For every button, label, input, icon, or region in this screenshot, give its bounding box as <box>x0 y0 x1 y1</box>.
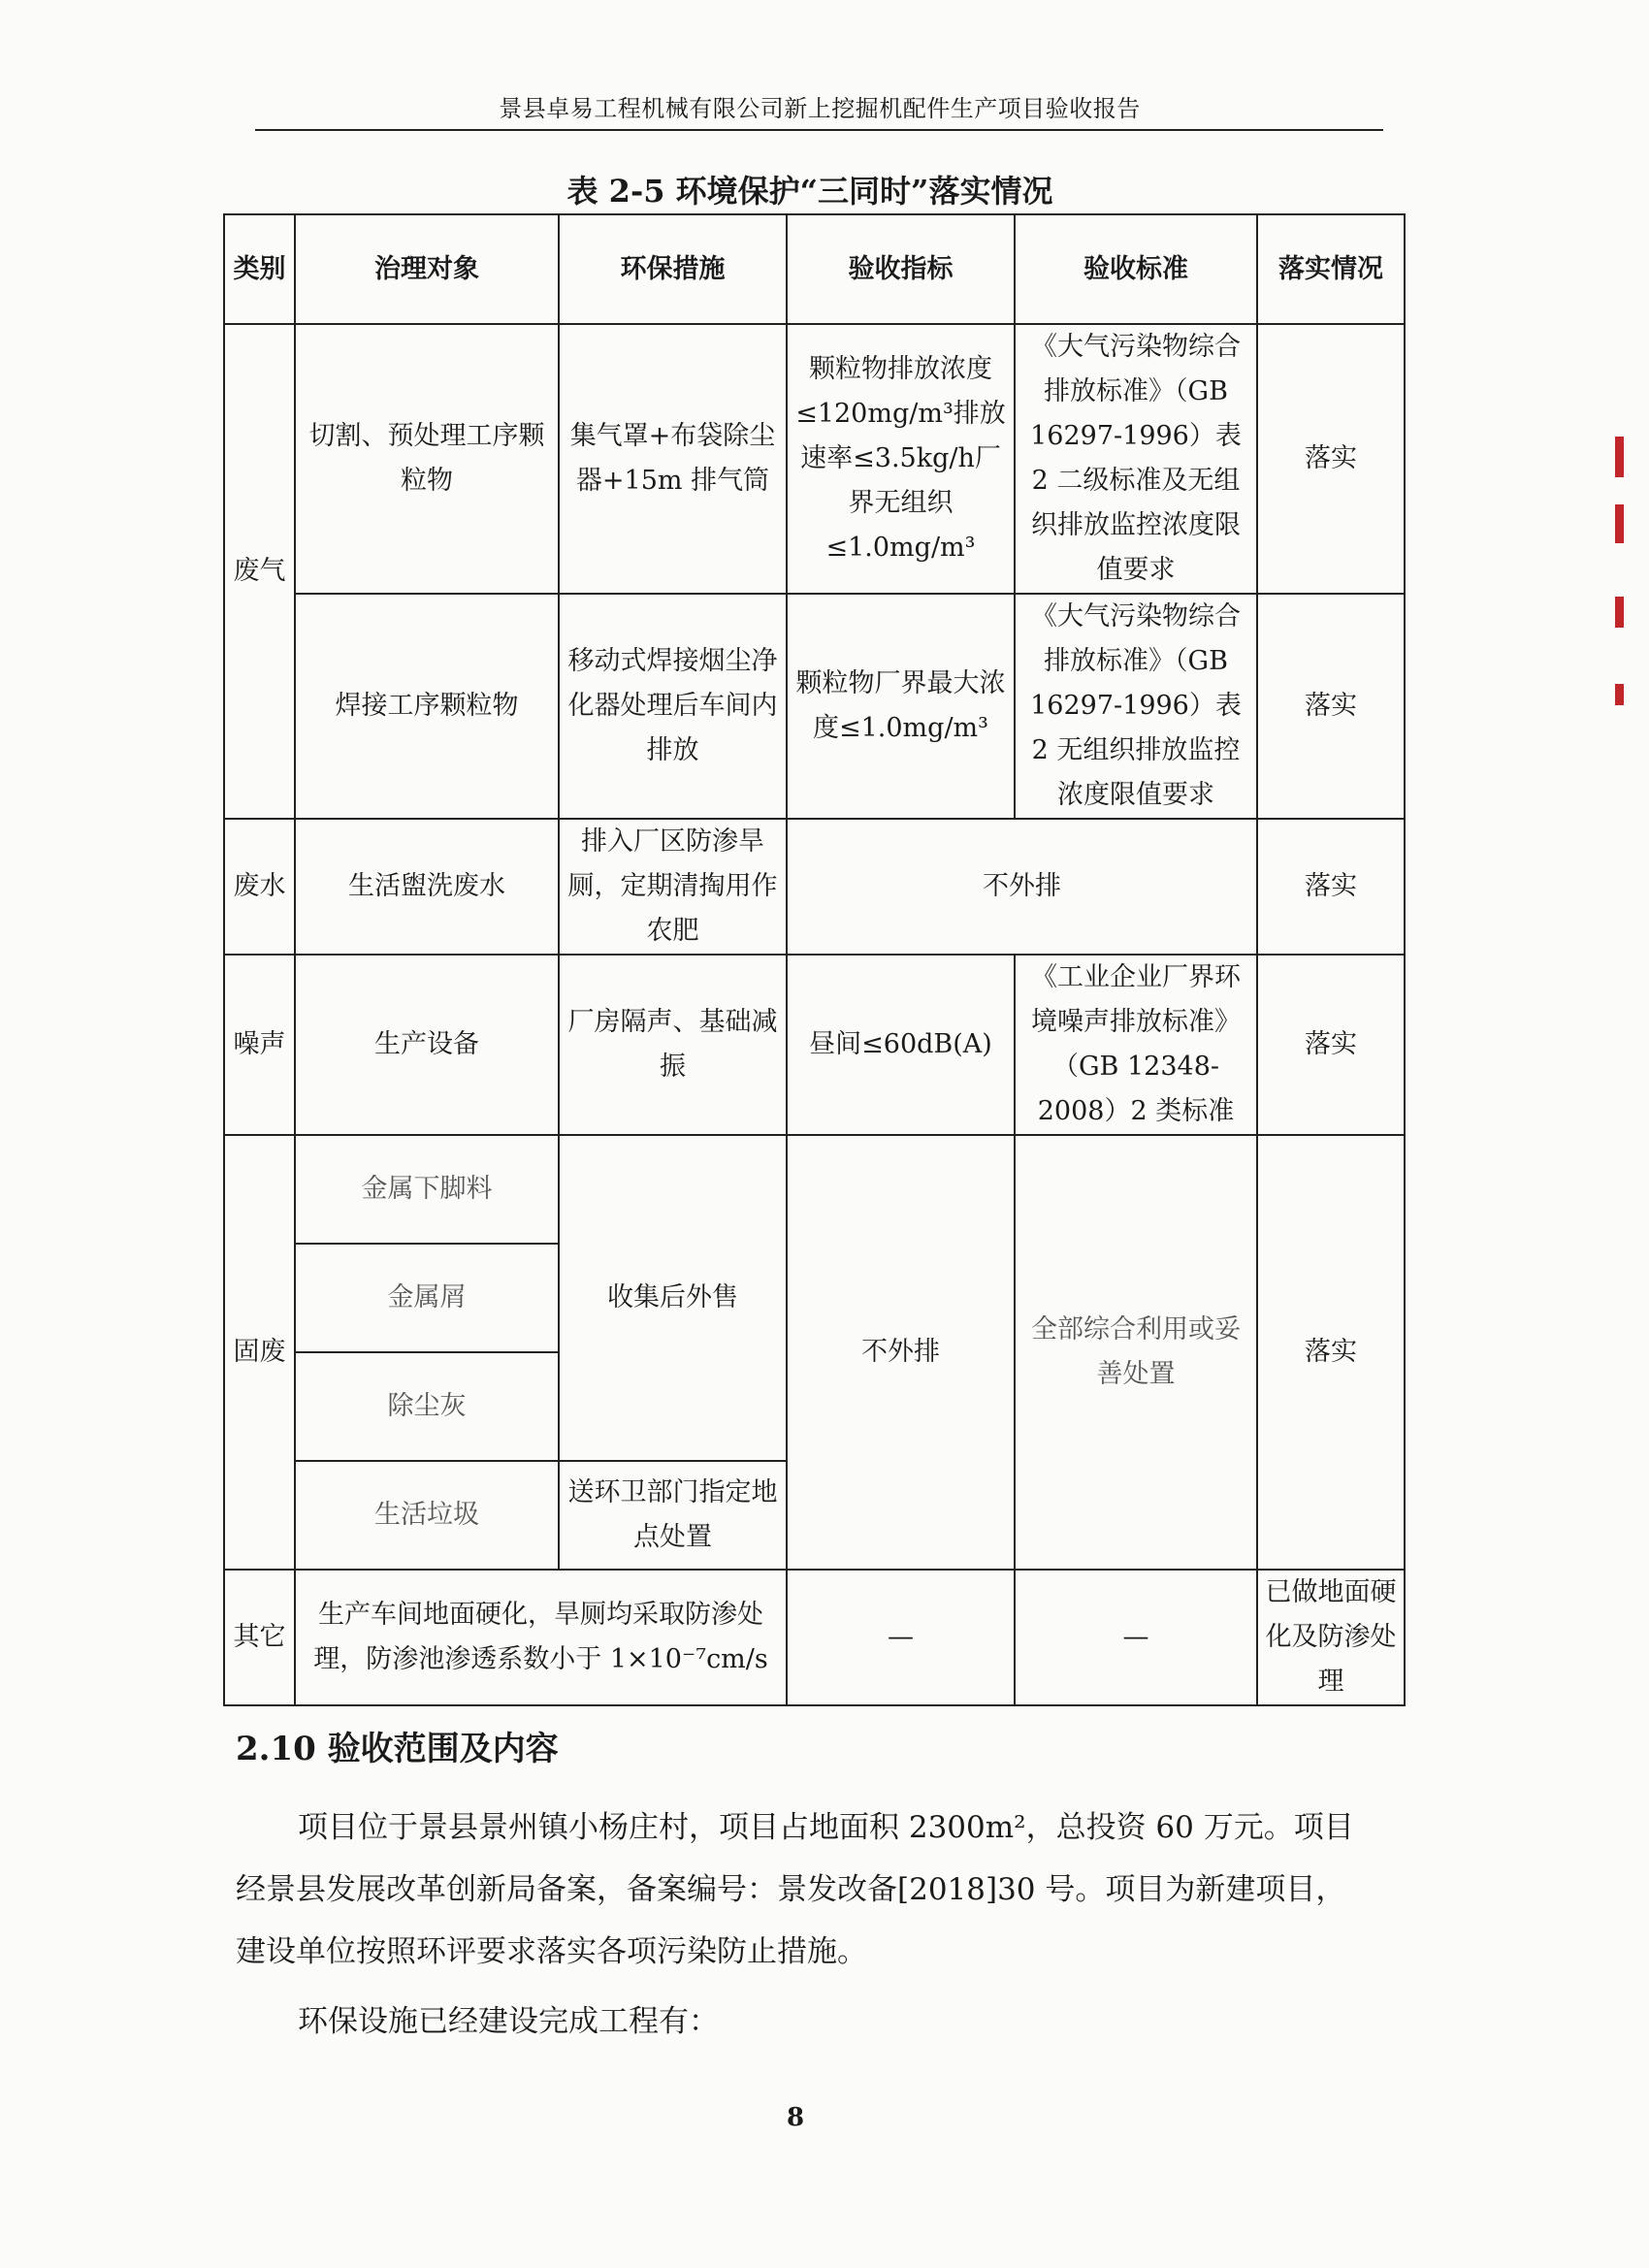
environmental-protection-table <box>223 213 1406 1706</box>
air-indicator-1: 颗粒物排放浓度≤120mg/m³排放速率≤3.5kg/h厂界无组织≤1.0mg/m³ <box>787 324 1015 594</box>
water-indicator-standard: 不外排 <box>787 819 1257 955</box>
paragraph-scope: 项目位于景县景州镇小杨庄村，项目占地面积 2300m²，总投资 60 万元。项目经景县发展改革创新局备案，备案编号：景发改备[2018]30 号。项目为新建项目，建设单位按照环评要求落实各项污染防止措施。 <box>236 1810 1354 1969</box>
table-row <box>224 324 1405 594</box>
air-measure-1: 集气罩+布袋除尘器+15m 排气筒 <box>559 324 787 594</box>
other-status: 已做地面硬化及防渗处理 <box>1257 1570 1405 1705</box>
solid-measure-sale: 收集后外售 <box>559 1135 787 1461</box>
table-title: 表 2-5 环境保护“三同时”落实情况 <box>566 173 1053 210</box>
stamp-edge-mark <box>1615 437 1624 477</box>
solid-target-1: 金属下脚料 <box>295 1135 559 1244</box>
air-target-1: 切割、预处理工序颗粒物 <box>295 324 559 594</box>
other-indicator: — <box>787 1570 1015 1705</box>
water-measure: 排入厂区防渗旱厕，定期清掏用作农肥 <box>559 819 787 955</box>
header-indicator: 验收指标 <box>787 214 1015 324</box>
noise-target: 生产设备 <box>295 955 559 1135</box>
noise-indicator: 昼间≤60dB(A) <box>787 955 1015 1135</box>
page-number: 8 <box>786 2103 805 2132</box>
solid-target-4: 生活垃圾 <box>295 1461 559 1570</box>
header-standard: 验收标准 <box>1015 214 1257 324</box>
solid-target-2: 金属屑 <box>295 1244 559 1352</box>
noise-status: 落实 <box>1257 955 1405 1135</box>
category-air: 废气 <box>224 324 295 819</box>
air-target-2: 焊接工序颗粒物 <box>295 594 559 819</box>
header-target: 治理对象 <box>295 214 559 324</box>
solid-target-3: 除尘灰 <box>295 1352 559 1461</box>
other-target-measure: 生产车间地面硬化，旱厕均采取防渗处理，防渗池渗透系数小于 1×10⁻⁷cm/s <box>295 1570 787 1705</box>
table-row <box>224 594 1405 819</box>
table-row <box>224 1570 1405 1705</box>
section-title: 2.10 验收范围及内容 <box>236 1730 559 1768</box>
air-status-2: 落实 <box>1257 594 1405 819</box>
other-standard: — <box>1015 1570 1257 1705</box>
category-noise: 噪声 <box>224 955 295 1135</box>
category-water: 废水 <box>224 819 295 955</box>
noise-standard: 《工业企业厂界环境噪声排放标准》（GB 12348-2008）2 类标准 <box>1015 955 1257 1135</box>
table-row <box>224 819 1405 955</box>
paragraph-facilities: 环保设施已经建设完成工程有： <box>298 2004 719 2039</box>
water-target: 生活盥洗废水 <box>295 819 559 955</box>
stamp-edge-mark <box>1615 504 1624 543</box>
solid-status: 落实 <box>1257 1135 1405 1570</box>
stamp-edge-mark <box>1615 597 1624 628</box>
table-header-row <box>224 214 1405 324</box>
category-other: 其它 <box>224 1570 295 1705</box>
page-header: 景县卓易工程机械有限公司新上挖掘机配件生产项目验收报告 <box>499 95 1141 122</box>
air-standard-2: 《大气污染物综合排放标准》（GB 16297-1996）表 2 无组织排放监控浓度限值要求 <box>1015 594 1257 819</box>
air-standard-1: 《大气污染物综合排放标准》（GB 16297-1996）表 2 二级标准及无组织排放监控浓度限值要求 <box>1015 324 1257 594</box>
air-status-1: 落实 <box>1257 324 1405 594</box>
solid-standard: 全部综合利用或妥善处置 <box>1015 1135 1257 1570</box>
header-status: 落实情况 <box>1257 214 1405 324</box>
header-rule <box>255 129 1383 131</box>
table-row <box>224 1135 1405 1244</box>
stamp-edge-mark <box>1615 684 1624 705</box>
water-status: 落实 <box>1257 819 1405 955</box>
solid-indicator: 不外排 <box>787 1135 1015 1570</box>
category-solid: 固废 <box>224 1135 295 1570</box>
noise-measure: 厂房隔声、基础减振 <box>559 955 787 1135</box>
header-measure: 环保措施 <box>559 214 787 324</box>
table-row <box>224 955 1405 1135</box>
solid-measure-garbage: 送环卫部门指定地点处置 <box>559 1461 787 1570</box>
air-measure-2: 移动式焊接烟尘净化器处理后车间内排放 <box>559 594 787 819</box>
header-category: 类别 <box>224 214 295 324</box>
air-indicator-2: 颗粒物厂界最大浓度≤1.0mg/m³ <box>787 594 1015 819</box>
